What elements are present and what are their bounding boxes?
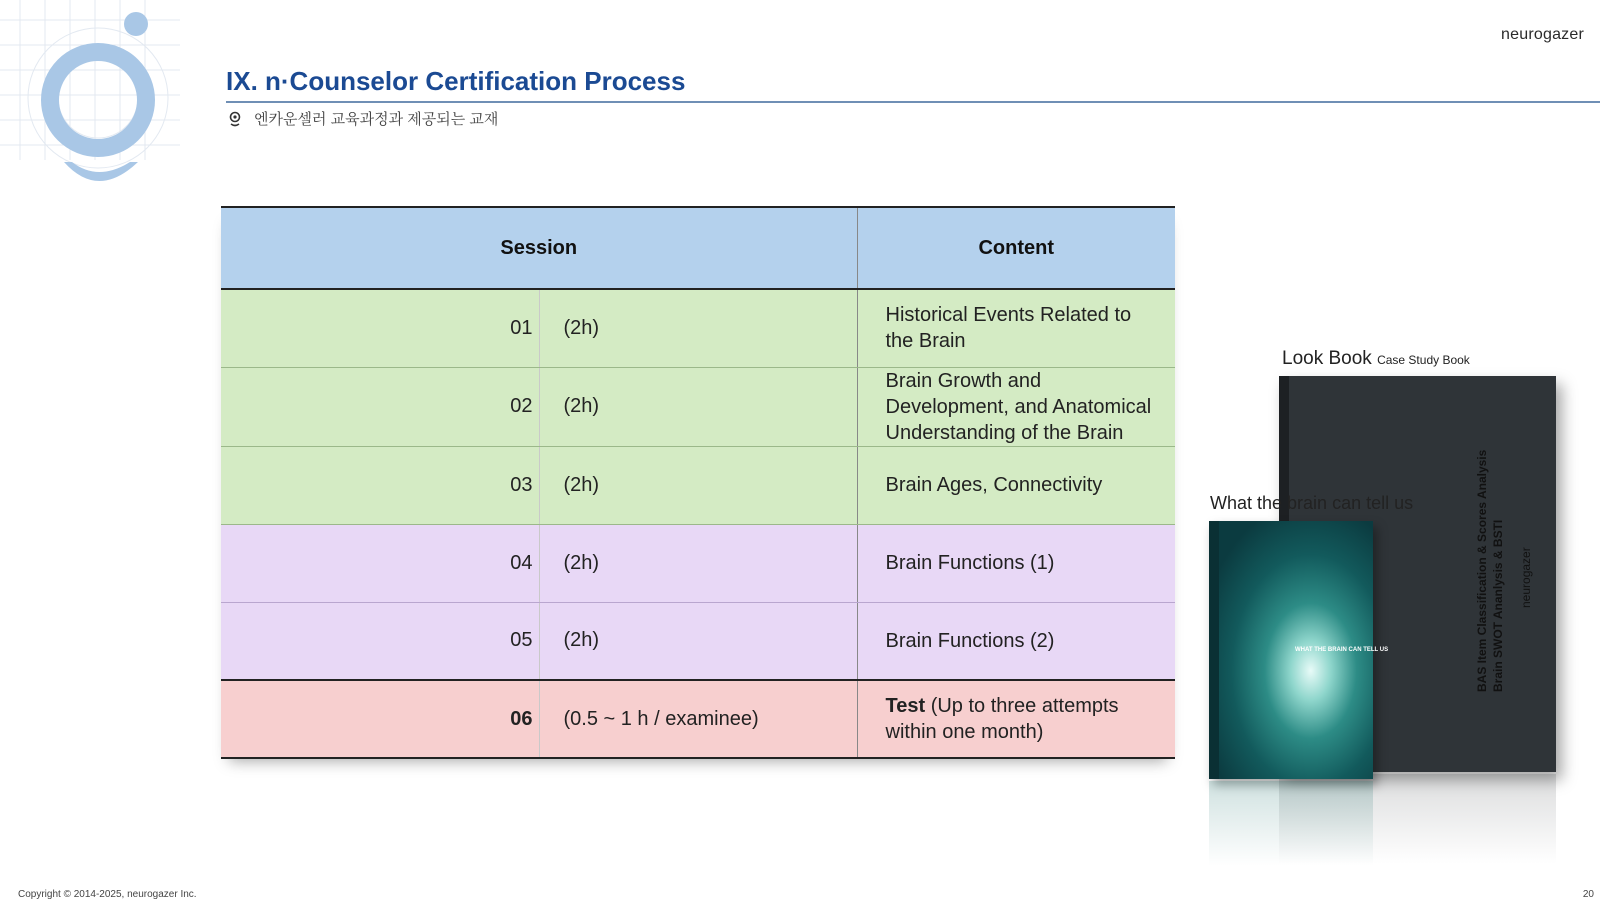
header-content: Content [857, 207, 1175, 289]
table-header-row [221, 207, 1175, 289]
bullet-brain-icon [226, 110, 244, 128]
lookbook-cover-line2: Brain SWOT Ananlysis & BSTI [1491, 519, 1505, 692]
certification-process-table [221, 206, 1175, 759]
session-content: Historical Events Related to the Brain [857, 289, 1175, 367]
lookbook-title: Look Book [1282, 348, 1372, 369]
session-duration: (2h) [539, 524, 857, 602]
session-number: 06 [221, 680, 539, 758]
lookbook-cover-line1: BAS Item Classification & Scores Analysis [1475, 449, 1489, 692]
lookbook-cover-brand: neurogazer [1519, 547, 1533, 608]
book-spine [1209, 521, 1219, 779]
session-content: Brain Functions (1) [857, 524, 1175, 602]
table-row [221, 289, 1175, 367]
session-duration: (2h) [539, 289, 857, 367]
session-content: Brain Ages, Connectivity [857, 446, 1175, 524]
whatbrain-cover-title: WHAT THE BRAIN CAN TELL US [1295, 647, 1389, 653]
page-number: 20 [1582, 889, 1594, 900]
lookbook-subtitle: Case Study Book [1377, 353, 1470, 367]
decorative-logo-graphic [0, 0, 190, 200]
session-duration: (2h) [539, 602, 857, 680]
table-row [221, 524, 1175, 602]
session-number: 04 [221, 524, 539, 602]
session-duration: (0.5 ~ 1 h / examinee) [539, 680, 857, 758]
table-row [221, 367, 1175, 446]
session-content-rest: (Up to three attempts within one month) [885, 695, 1119, 743]
session-number: 02 [221, 367, 539, 446]
subtitle [226, 108, 498, 129]
table-row [221, 680, 1175, 758]
table-row [221, 602, 1175, 680]
session-duration: (2h) [539, 367, 857, 446]
copyright-footer: Copyright © 2014-2025, neurogazer Inc. [18, 889, 197, 900]
whatbrain-reflection [1209, 781, 1373, 866]
page-title: IX. n·Counselor Certification Process [226, 66, 686, 96]
session-number: 01 [221, 289, 539, 367]
whatbrain-label: What the brain can tell us [1210, 493, 1414, 513]
header-session: Session [221, 207, 857, 289]
session-number: 05 [221, 602, 539, 680]
table-row [221, 446, 1175, 524]
session-content: Brain Functions (2) [857, 602, 1175, 680]
whatbrain-cover-image [1209, 521, 1389, 779]
session-number: 03 [221, 446, 539, 524]
lookbook-label [1282, 348, 1470, 370]
subtitle-text: 엔카운셀러 교육과정과 제공되는 교재 [254, 111, 499, 128]
session-content [857, 680, 1175, 758]
session-duration: (2h) [539, 446, 857, 524]
session-content-bold: Test [885, 695, 926, 717]
brand-logo: neurogazer [1501, 26, 1584, 43]
title-divider [226, 101, 1600, 103]
session-content: Brain Growth and Development, and Anatomical Understanding of the Brain [857, 367, 1175, 446]
